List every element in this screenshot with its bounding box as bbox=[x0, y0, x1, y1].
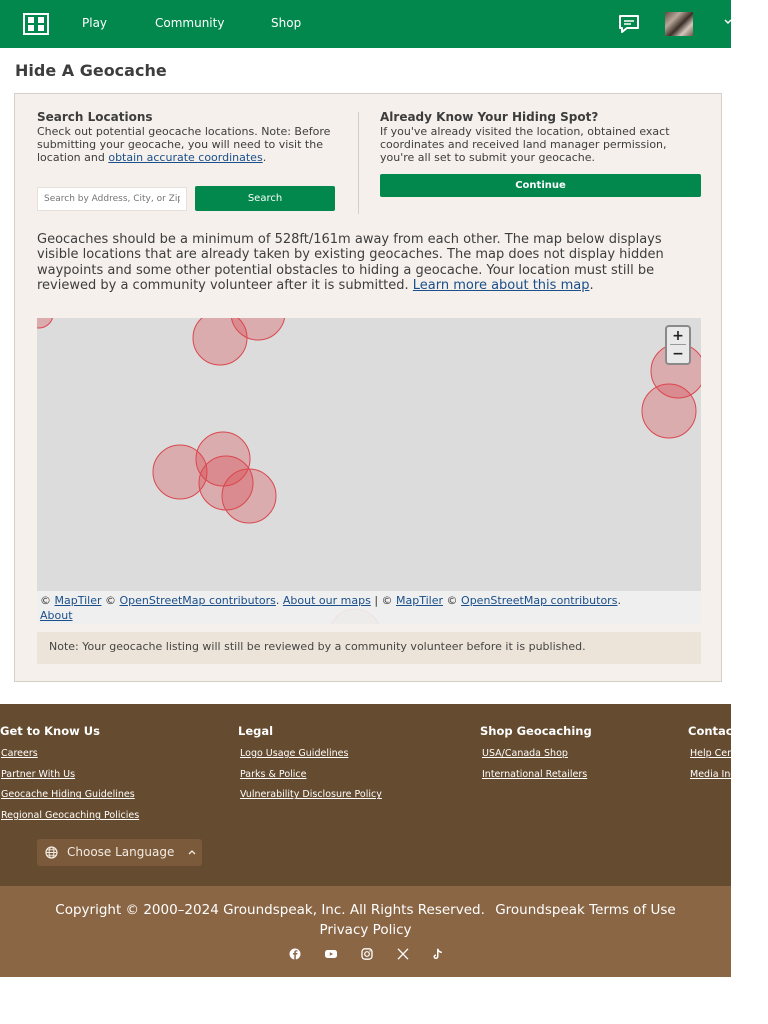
terms-of-use-link[interactable]: Groundspeak Terms of Use bbox=[495, 902, 676, 918]
geocache-radius-circle bbox=[193, 318, 247, 365]
footer-link-regional-policies[interactable]: Regional Geocaching Policies bbox=[1, 810, 140, 822]
search-button[interactable]: Search bbox=[195, 186, 335, 211]
column-divider bbox=[358, 112, 359, 214]
existing-geocache-circles bbox=[37, 318, 701, 624]
top-nav-bar bbox=[0, 0, 731, 48]
messages-icon[interactable] bbox=[618, 14, 640, 34]
footer-column-title: Get to Know Us bbox=[0, 724, 100, 738]
map-attribution: © MapTiler © OpenStreetMap contributors. About our maps | © MapTiler © OpenStreetMap contributors. About bbox=[37, 591, 701, 624]
zoom-out-button[interactable]: − bbox=[672, 346, 684, 362]
x-icon[interactable] bbox=[396, 948, 410, 960]
youtube-icon[interactable] bbox=[324, 948, 338, 960]
instagram-icon[interactable] bbox=[360, 948, 374, 960]
footer-link-usa-shop[interactable]: USA/Canada Shop bbox=[482, 748, 568, 759]
globe-icon bbox=[45, 846, 58, 859]
copyright-text: Copyright © 2000–2024 Groundspeak, Inc. All Rights Reserved. bbox=[55, 902, 485, 918]
geocache-radius-circle bbox=[37, 318, 53, 328]
footer-link-parks-police[interactable]: Parks & Police bbox=[240, 768, 307, 780]
about-our-maps-link[interactable]: About our maps bbox=[282, 594, 371, 607]
footer-column-contact bbox=[688, 724, 768, 785]
geocache-radius-circle bbox=[222, 469, 276, 523]
footer-link-help-center[interactable]: Help Center bbox=[690, 748, 747, 759]
nav-shop[interactable]: Shop bbox=[271, 16, 302, 30]
chevron-up-icon bbox=[188, 849, 196, 855]
maptiler-link[interactable]: MapTiler bbox=[54, 594, 102, 607]
footer-link-partner[interactable]: Partner With Us bbox=[1, 768, 76, 780]
hiding-spot-section bbox=[380, 110, 701, 164]
footer-bottom bbox=[0, 886, 731, 977]
user-avatar[interactable] bbox=[665, 12, 693, 36]
footer-link-hiding-guidelines[interactable]: Geocache Hiding Guidelines bbox=[1, 789, 135, 801]
location-search-input[interactable] bbox=[37, 187, 187, 211]
footer-column-legal bbox=[238, 724, 382, 806]
geocache-radius-circle bbox=[642, 384, 696, 438]
footer-column-get-to-know-us bbox=[0, 724, 139, 827]
footer-link-logo-usage[interactable]: Logo Usage Guidelines bbox=[240, 748, 349, 759]
nav-play[interactable]: Play bbox=[82, 16, 108, 30]
search-locations-text: Check out potential geocache locations. Note: Before submitting your geocache, you will need to visit the location and obtain accurate coordinates. bbox=[37, 125, 331, 164]
page-title: Hide A Geocache bbox=[15, 61, 167, 80]
footer-link-international-retailers[interactable]: International Retailers bbox=[482, 768, 588, 780]
hiding-spot-title: Already Know Your Hiding Spot? bbox=[380, 110, 599, 124]
zoom-control bbox=[665, 325, 691, 365]
search-locations-section bbox=[37, 110, 333, 164]
about-link[interactable]: About bbox=[40, 609, 73, 622]
copyright-line bbox=[40, 900, 691, 940]
tiktok-icon[interactable] bbox=[431, 948, 445, 960]
geocache-map[interactable] bbox=[37, 318, 701, 624]
geocaching-logo-icon[interactable] bbox=[23, 13, 49, 35]
privacy-policy-link[interactable]: Privacy Policy bbox=[319, 922, 412, 938]
footer-column-title: Contact Us bbox=[688, 724, 759, 738]
obtain-coordinates-link[interactable]: obtain accurate coordinates bbox=[108, 151, 263, 164]
osm-contributors-link-2[interactable]: OpenStreetMap contributors bbox=[461, 594, 618, 607]
zoom-in-button[interactable]: + bbox=[672, 328, 684, 344]
hiding-spot-text: If you've already visited the location, obtained exact coordinates and received land manager permission, you're all set to submit your geocache. bbox=[380, 125, 670, 164]
review-note: Note: Your geocache listing will still be reviewed by a community volunteer before it is published. bbox=[37, 632, 701, 664]
maptiler-link-2[interactable]: MapTiler bbox=[396, 594, 444, 607]
continue-button[interactable]: Continue bbox=[380, 174, 701, 197]
nav-community[interactable]: Community bbox=[155, 16, 225, 30]
search-locations-title: Search Locations bbox=[37, 110, 153, 124]
footer-column-shop bbox=[480, 724, 592, 785]
osm-contributors-link[interactable]: OpenStreetMap contributors bbox=[119, 594, 276, 607]
hide-geocache-panel bbox=[14, 93, 722, 682]
footer-column-title: Legal bbox=[238, 724, 274, 738]
footer-link-vulnerability[interactable]: Vulnerability Disclosure Policy bbox=[240, 789, 382, 801]
chevron-down-icon[interactable] bbox=[724, 16, 732, 26]
learn-more-link[interactable]: Learn more about this map bbox=[412, 277, 590, 293]
map-info-text: Geocaches should be a minimum of 528ft/161m away from each other. The map below displays visible locations that are already taken by existing geocaches. The map does not display hidden waypoints and some other potential obstacles to hiding a geocache. Your location must still be reviewed by a community volunteer after it is submitted. Learn more about this map. bbox=[37, 232, 664, 293]
facebook-icon[interactable] bbox=[288, 948, 302, 960]
geocache-radius-circle bbox=[153, 445, 207, 499]
footer-column-title: Shop Geocaching bbox=[480, 724, 592, 738]
footer-link-careers[interactable]: Careers bbox=[1, 748, 38, 759]
footer-link-media-inquiries[interactable]: Media Inquiries bbox=[690, 768, 763, 780]
footer-links-area bbox=[0, 704, 763, 886]
choose-language-button[interactable]: Choose Language bbox=[37, 839, 202, 866]
